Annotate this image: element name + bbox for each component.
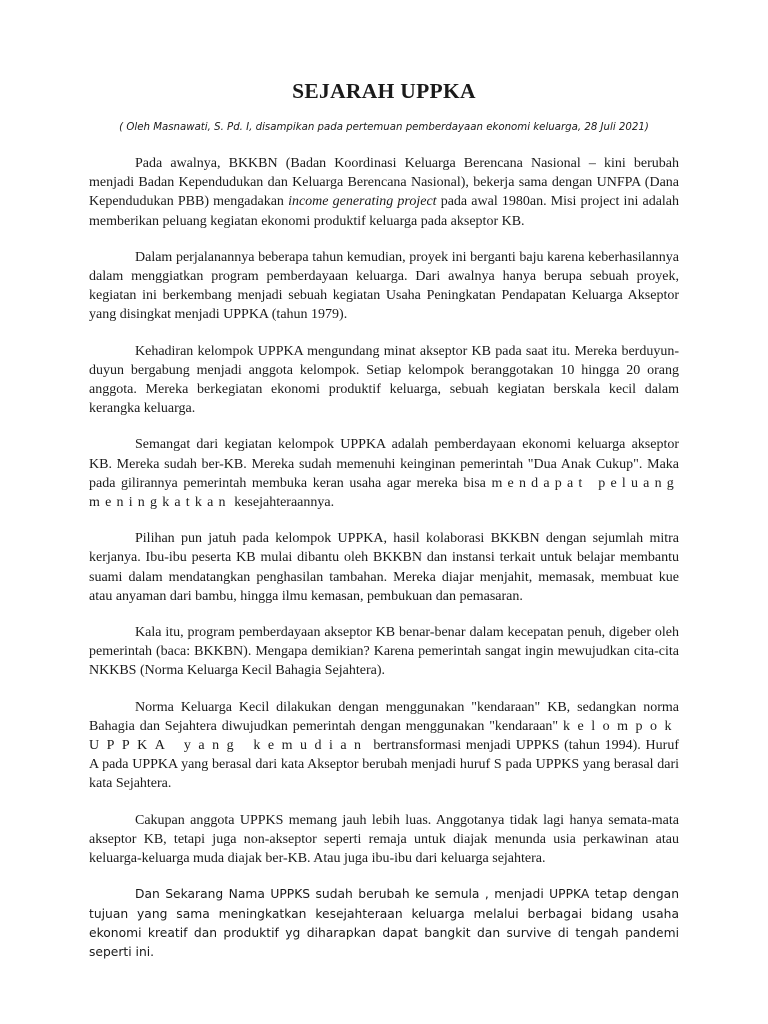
paragraph-1-emphasis: income generating project: [288, 194, 437, 210]
document-byline: ( Oleh Masnawati, S. Pd. I, disampikan pada pertemuan pemberdayaan ekonomi keluarga, 28 Juli 2021): [119, 122, 649, 133]
paragraph-2: Dalam perjalanannya beberapa tahun kemudian, proyek ini berganti baju karena keberhasilannya dalam menggiatkan program pemberdayaan keluarga. Dari awalnya hanya berupa sebuah proyek, kegiatan ini berkembang menjadi sebuah kegiatan Usaha Peningkatan Pendapatan Keluarga Akseptor yang disingkat menjadi UPPKA (tahun 1979).: [89, 249, 679, 323]
paragraph-4: [89, 435, 679, 512]
paragraph-4-text-b: kesejahteraannya.: [230, 495, 335, 511]
paragraph-6: Kala itu, program pemberdayaan akseptor KB benar-benar dalam kecepatan penuh, digeber oleh pemerintah (baca: BKKBN). Mengapa demikian? Karena pemerintah sangat ingin mewujudkan cita-cita NKKBS (Norma Keluarga Kecil Bahagia Sejahtera).: [89, 625, 679, 679]
paragraph-7: [89, 698, 679, 794]
paragraph-4-text-a: Semangat dari kegiatan kelompok UPPKA adalah pemberdayaan ekonomi keluarga akseptor KB. Mereka sudah ber-KB. Mereka sudah memenuhi keinginan pemerintah "Dua Anak Cukup". Maka pada gilirannya pemerintah membuka keran usaha agar mereka bisa: [89, 437, 679, 491]
paragraph-1: [89, 154, 679, 231]
paragraph-5: Pilihan pun jatuh pada kelompok UPPKA, hasil kolaborasi BKKBN dengan sejumlah mitra kerjanya. Ibu-ibu peserta KB mulai dibantu oleh BKKBN dan instansi terkait untuk belajar membantu suami dalam mendatangkan penghasilan tambahan. Mereka diajar menjahit, memasak, membuat kue atau anyaman dari bambu, hingga ilmu kemasan, pembukuan dan pemasaran.: [89, 531, 679, 604]
paragraph-3: Kehadiran kelompok UPPKA mengundang minat akseptor KB pada saat itu. Mereka berduyun- duyun bergabung menjadi anggota kelompok. Setiap kelompok beranggotakan 10 hingga 20 orang anggota. Mereka berkegiatan ekonomi produktif keluarga, sebuah kegiatan berskala kecil dalam kerangka keluarga.: [89, 343, 679, 417]
paragraph-7-text-a: Norma Keluarga Kecil dilakukan dengan menggunakan "kendaraan" KB, sedangkan norma Bahagia dan Sejahtera diwujudkan pemerintah dengan menggunakan "kendaraan": [89, 699, 679, 734]
paragraph-7-spaced-text: kelompok UPPKA yang kemudian: [89, 718, 679, 754]
paragraph-9: Dan Sekarang Nama UPPKS sudah berubah ke semula , menjadi UPPKA tetap dengan tujuan yang sama meningkatkan kesejahteraan keluarga melalui berbagai bidang usaha ekonomi kreatif dan produktif yg diharapkan dapat bangkit dan survive di tengah pandemi seperti ini.: [89, 887, 679, 959]
document-title: SEJARAH UPPKA: [292, 79, 476, 103]
paragraph-7-text-b: bertransformasi menjadi UPPKS (tahun 1994). Huruf A pada UPPKA yang berasal dari kata Akseptor berubah menjadi huruf S pada UPPKS yang berasal dari kata Sejahtera.: [89, 738, 679, 792]
paragraph-4-spaced-text: mendapat peluang meningkatkan: [89, 475, 679, 511]
paragraph-8: Cakupan anggota UPPKS memang jauh lebih luas. Anggotanya tidak lagi hanya semata-mata akseptor KB, tetapi juga non-akseptor seperti remaja untuk diajak menunda usia perkawinan atau keluarga-keluarga muda diajak ber-KB. Atau juga ibu-ibu dari keluarga sejahtera.: [89, 812, 679, 867]
paragraph-1-text-b: pada awal 1980an. Misi project ini adalah memberikan peluang kegiatan ekonomi produktif keluarga pada akseptor KB.: [89, 194, 680, 229]
paragraph-1-text-a: Pada awalnya, BKKBN (Badan Koordinasi Keluarga Berencana Nasional – kini berubah menjadi Badan Kependudukan dan Keluarga Berencana Nasional), bekerja sama dengan UNFPA (Dana Kependudukan PBB) mengadakan: [89, 156, 679, 210]
